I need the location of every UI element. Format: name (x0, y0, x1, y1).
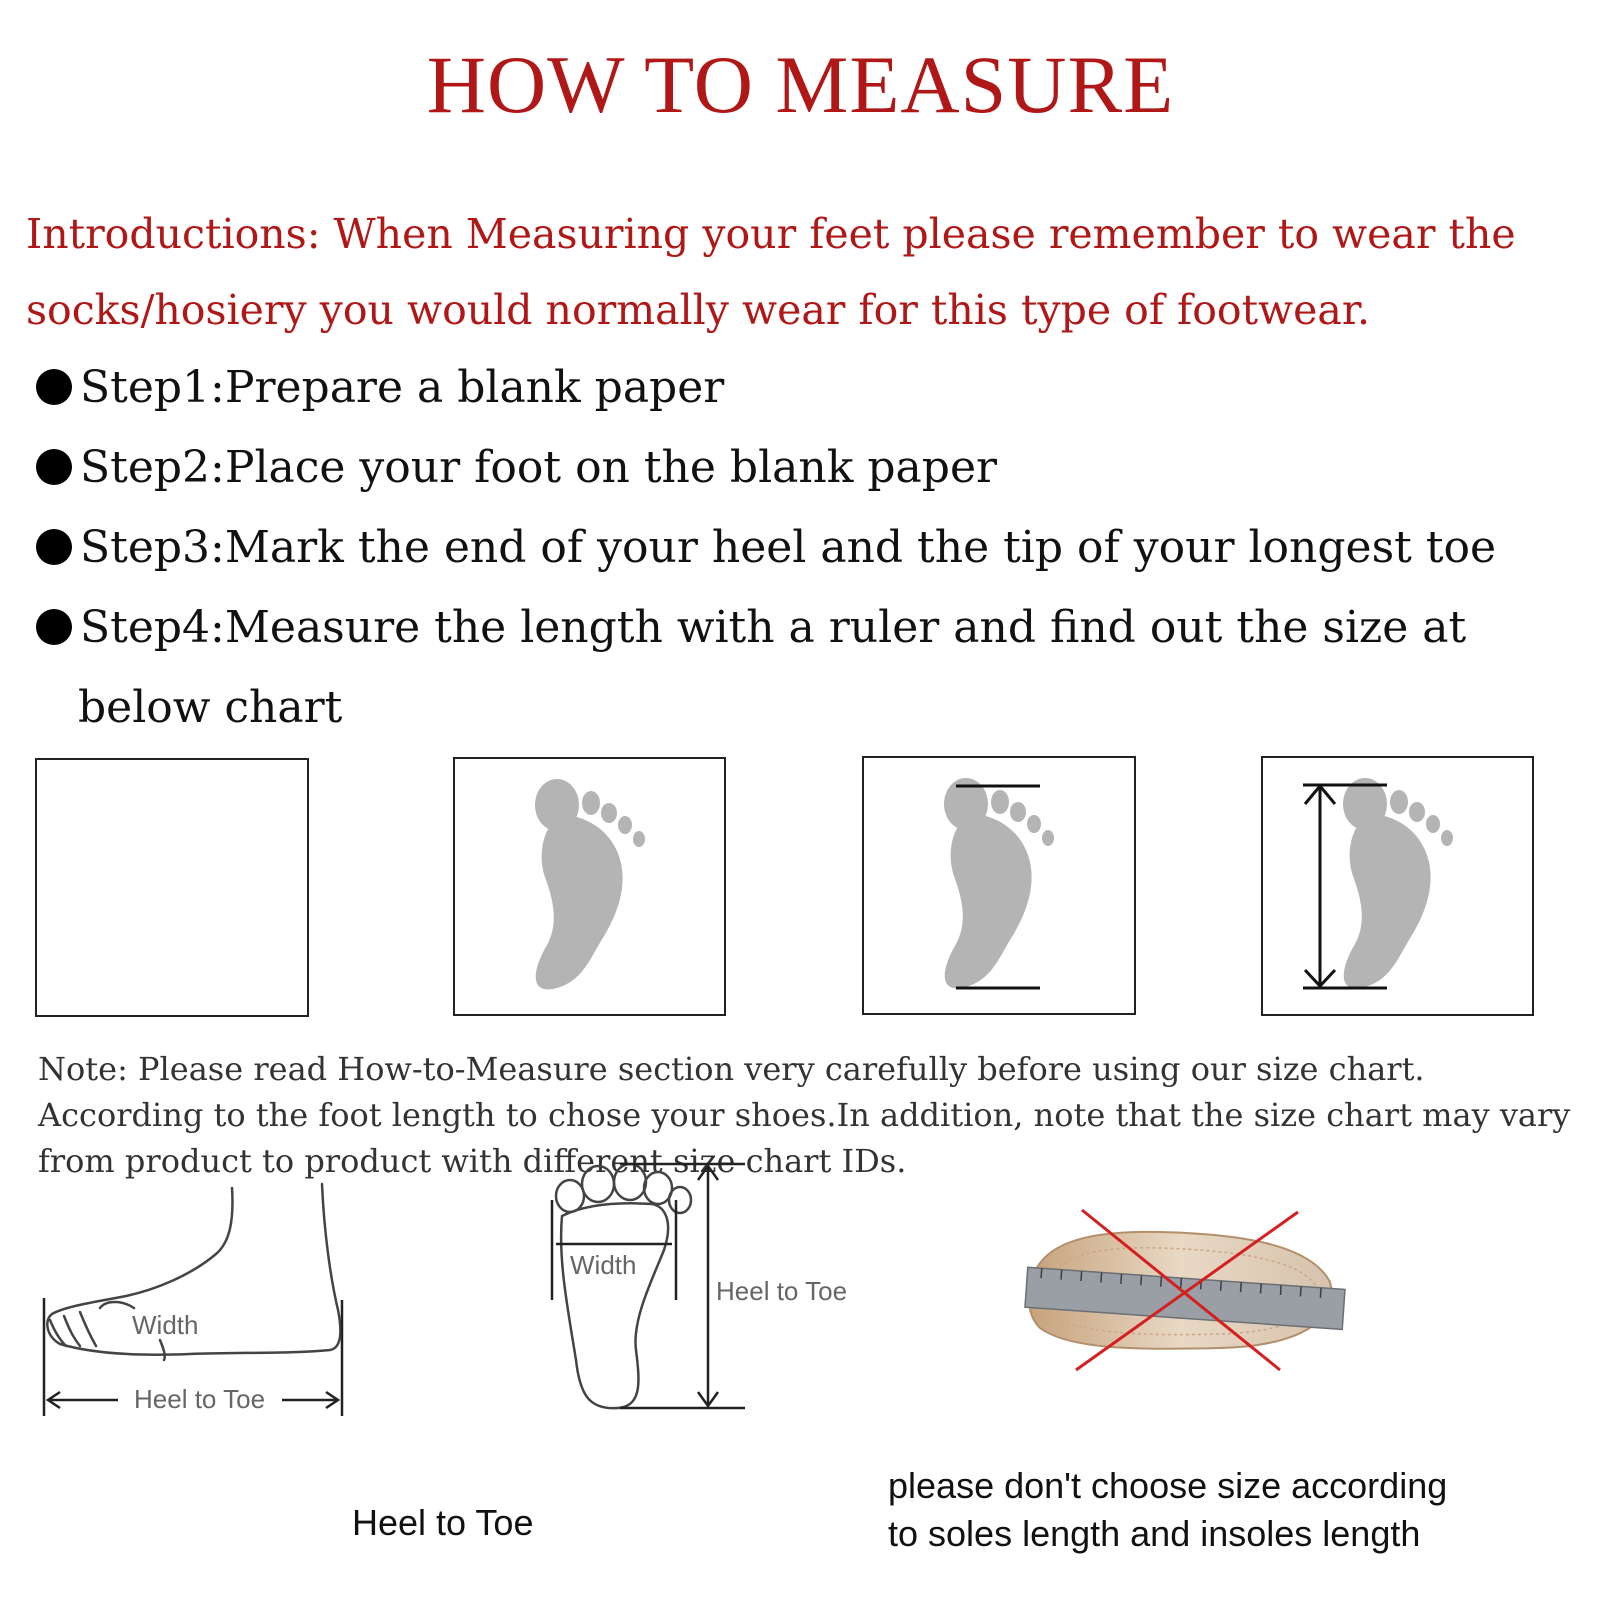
sole-length-label: Heel to Toe (716, 1276, 848, 1306)
step-4-continuation: below chart (78, 682, 343, 733)
step-3 (36, 522, 1497, 573)
panel-blank-paper (35, 758, 309, 1017)
intro-paragraph: Introductions: When Measuring your feet please remember to wear the socks/hosiery you would normally wear for this type of footwear. (26, 210, 1516, 334)
panel-measure-length (1261, 756, 1534, 1016)
bullet-icon (36, 369, 72, 405)
note-text: Note: Please read How-to-Measure section very carefully before using our size chart. According to the foot length to chose your shoes.In addition, note that the size chart may vary from product to product with different size chart IDs. (38, 1050, 1571, 1180)
panel-foot-on-paper (453, 757, 726, 1016)
shoe-sole-ruler-crossed-image (1010, 1190, 1350, 1390)
side-width-label: Width (132, 1310, 199, 1340)
page-title: HOW TO MEASURE (426, 39, 1175, 130)
footprint-marked-icon (864, 758, 1134, 1013)
step-1-text: Step1:Prepare a blank paper (80, 362, 725, 413)
bullet-icon (36, 529, 72, 565)
step-3-text: Step3:Mark the end of your heel and the tip of your longest toe (80, 522, 1497, 573)
caption-warning (888, 1462, 1447, 1558)
step-4 (36, 602, 1467, 653)
step-1 (36, 362, 725, 413)
footprint-ruler-icon (1263, 758, 1532, 1014)
bullet-icon (36, 609, 72, 645)
step-4-text: Step4:Measure the length with a ruler and find out the size at (80, 602, 1467, 653)
step-2-text: Step2:Place your foot on the blank paper (80, 442, 998, 493)
bullet-icon (36, 449, 72, 485)
caption-heel-to-toe: Heel to Toe (352, 1502, 534, 1543)
caption-warning-line-1: please don't choose size according (888, 1465, 1448, 1506)
side-length-label: Heel to Toe (134, 1384, 266, 1414)
step-2 (36, 442, 998, 493)
footprint-icon (455, 759, 724, 1014)
caption-warning-line-2: to soles length and insoles length (888, 1513, 1421, 1554)
panel-mark-heel-toe (862, 756, 1136, 1015)
sole-width-label: Width (570, 1250, 637, 1280)
